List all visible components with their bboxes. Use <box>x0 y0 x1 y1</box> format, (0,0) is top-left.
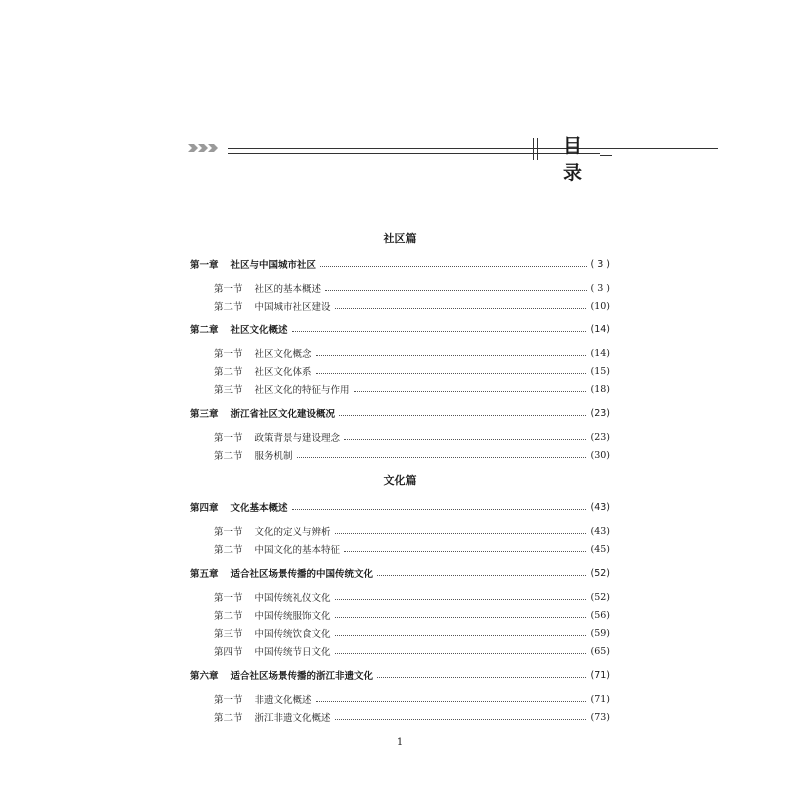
toc-section-row[interactable] <box>214 523 610 539</box>
section-title: 社区的基本概述 <box>254 284 322 295</box>
section-number: 第一节 <box>214 695 243 706</box>
section-number: 第四节 <box>214 647 243 658</box>
toc-section-row[interactable] <box>214 541 610 557</box>
chapter-title: 文化基本概述 <box>230 503 288 514</box>
section-number: 第一节 <box>214 527 243 538</box>
section-title: 社区文化体系 <box>254 367 312 378</box>
page-ref: (14) <box>590 347 610 359</box>
toc-section-row[interactable] <box>214 589 610 605</box>
dot-leader <box>354 390 587 392</box>
dot-leader <box>297 456 587 458</box>
chapter-title: 适合社区场景传播的浙江非遗文化 <box>230 671 374 682</box>
chapter-number: 第一章 <box>190 260 219 271</box>
toc-chapter-row[interactable] <box>190 256 610 272</box>
page-ref: (10) <box>590 300 610 312</box>
dot-leader <box>292 508 587 510</box>
section-number: 第一节 <box>214 349 243 360</box>
chapter-number: 第三章 <box>190 409 219 420</box>
header-tick <box>533 138 534 160</box>
page-ref: (71) <box>590 693 610 705</box>
dot-leader <box>377 574 586 576</box>
toc-section-row[interactable] <box>214 447 610 463</box>
section-title: 中国传统礼仪文化 <box>254 593 331 604</box>
toc-section-row[interactable] <box>214 363 610 379</box>
chapter-number: 第六章 <box>190 671 219 682</box>
section-title: 中国传统饮食文化 <box>254 629 331 640</box>
toc-section-row[interactable] <box>214 280 610 296</box>
page-ref: (59) <box>590 627 610 639</box>
dot-leader <box>325 289 586 291</box>
toc-section-row[interactable] <box>214 625 610 641</box>
section-number: 第二节 <box>214 367 243 378</box>
section-number: 第一节 <box>214 433 243 444</box>
dot-leader <box>335 616 587 618</box>
page-ref: (14) <box>590 323 610 335</box>
page-ref: (56) <box>590 609 610 621</box>
page-ref: ( 3 ) <box>590 282 610 294</box>
dot-leader <box>377 676 586 678</box>
dot-leader <box>339 414 586 416</box>
dot-leader <box>344 438 586 440</box>
section-title: 非遗文化概述 <box>254 695 312 706</box>
dot-leader <box>335 307 587 309</box>
toc-chapter-row[interactable] <box>190 321 610 337</box>
page-ref: (43) <box>590 501 610 513</box>
page-ref: ( 3 ) <box>590 258 610 270</box>
chapter-number: 第二章 <box>190 325 219 336</box>
page-ref: (15) <box>590 365 610 377</box>
header-rule <box>228 148 718 149</box>
page-ref: (43) <box>590 525 610 537</box>
dot-leader <box>335 652 587 654</box>
chapter-title: 浙江省社区文化建设概况 <box>230 409 336 420</box>
dot-leader <box>320 265 586 267</box>
section-title: 社区文化概念 <box>254 349 312 360</box>
page-ref: (23) <box>590 407 610 419</box>
toc-chapter-row[interactable] <box>190 405 610 421</box>
toc-section-row[interactable] <box>214 691 610 707</box>
section-number: 第二节 <box>214 611 243 622</box>
page-ref: (73) <box>590 711 610 723</box>
chapter-number: 第五章 <box>190 569 219 580</box>
dot-leader <box>316 354 587 356</box>
toc-chapter-row[interactable] <box>190 667 610 683</box>
page-ref: (65) <box>590 645 610 657</box>
chapter-number: 第四章 <box>190 503 219 514</box>
toc-section-row[interactable] <box>214 429 610 445</box>
section-number: 第三节 <box>214 629 243 640</box>
dot-leader <box>316 700 587 702</box>
section-title: 浙江非遗文化概述 <box>254 713 331 724</box>
section-heading: 文化篇 <box>383 474 417 487</box>
toc-section-row[interactable] <box>214 381 610 397</box>
page-ref: (71) <box>590 669 610 681</box>
section-heading: 社区篇 <box>383 232 417 245</box>
section-number: 第一节 <box>214 284 243 295</box>
toc-chapter-row[interactable] <box>190 565 610 581</box>
section-title: 政策背景与建设理念 <box>254 433 341 444</box>
page-title: 目 录 <box>563 135 589 184</box>
toc-section-row[interactable] <box>214 643 610 659</box>
section-number: 第一节 <box>214 593 243 604</box>
page-ref: (30) <box>590 449 610 461</box>
toc-section-row[interactable] <box>214 709 610 725</box>
section-number: 第二节 <box>214 545 243 556</box>
toc-header <box>188 128 612 184</box>
dot-leader <box>335 718 587 720</box>
section-number: 第二节 <box>214 713 243 724</box>
dot-leader <box>316 372 587 374</box>
section-title: 中国城市社区建设 <box>254 302 331 313</box>
chapter-title: 适合社区场景传播的中国传统文化 <box>230 569 374 580</box>
dot-leader <box>292 330 587 332</box>
dot-leader <box>335 532 587 534</box>
chapter-title: 社区与中国城市社区 <box>230 260 317 271</box>
page-number: 1 <box>396 737 404 748</box>
page-ref: (45) <box>590 543 610 555</box>
dot-leader <box>335 634 587 636</box>
chapter-title: 社区文化概述 <box>230 325 288 336</box>
section-title: 中国传统节日文化 <box>254 647 331 658</box>
page-ref: (52) <box>590 567 610 579</box>
triple-arrow-icon <box>188 144 220 152</box>
page-ref: (52) <box>590 591 610 603</box>
page-ref: (18) <box>590 383 610 395</box>
section-number: 第二节 <box>214 302 243 313</box>
section-title: 中国文化的基本特征 <box>254 545 341 556</box>
section-title: 中国传统服饰文化 <box>254 611 331 622</box>
section-title: 服务机制 <box>254 451 293 462</box>
toc-section-row[interactable] <box>214 345 610 361</box>
toc-section-row[interactable] <box>214 607 610 623</box>
header-rule-lower <box>228 153 600 154</box>
header-tick <box>537 138 538 160</box>
dot-leader <box>335 598 587 600</box>
page-ref: (23) <box>590 431 610 443</box>
toc-section-row[interactable] <box>214 298 610 314</box>
dot-leader <box>344 550 586 552</box>
toc-chapter-row[interactable] <box>190 499 610 515</box>
section-number: 第二节 <box>214 451 243 462</box>
section-title: 社区文化的特征与作用 <box>254 385 350 396</box>
section-title: 文化的定义与辨析 <box>254 527 331 538</box>
section-number: 第三节 <box>214 385 243 396</box>
